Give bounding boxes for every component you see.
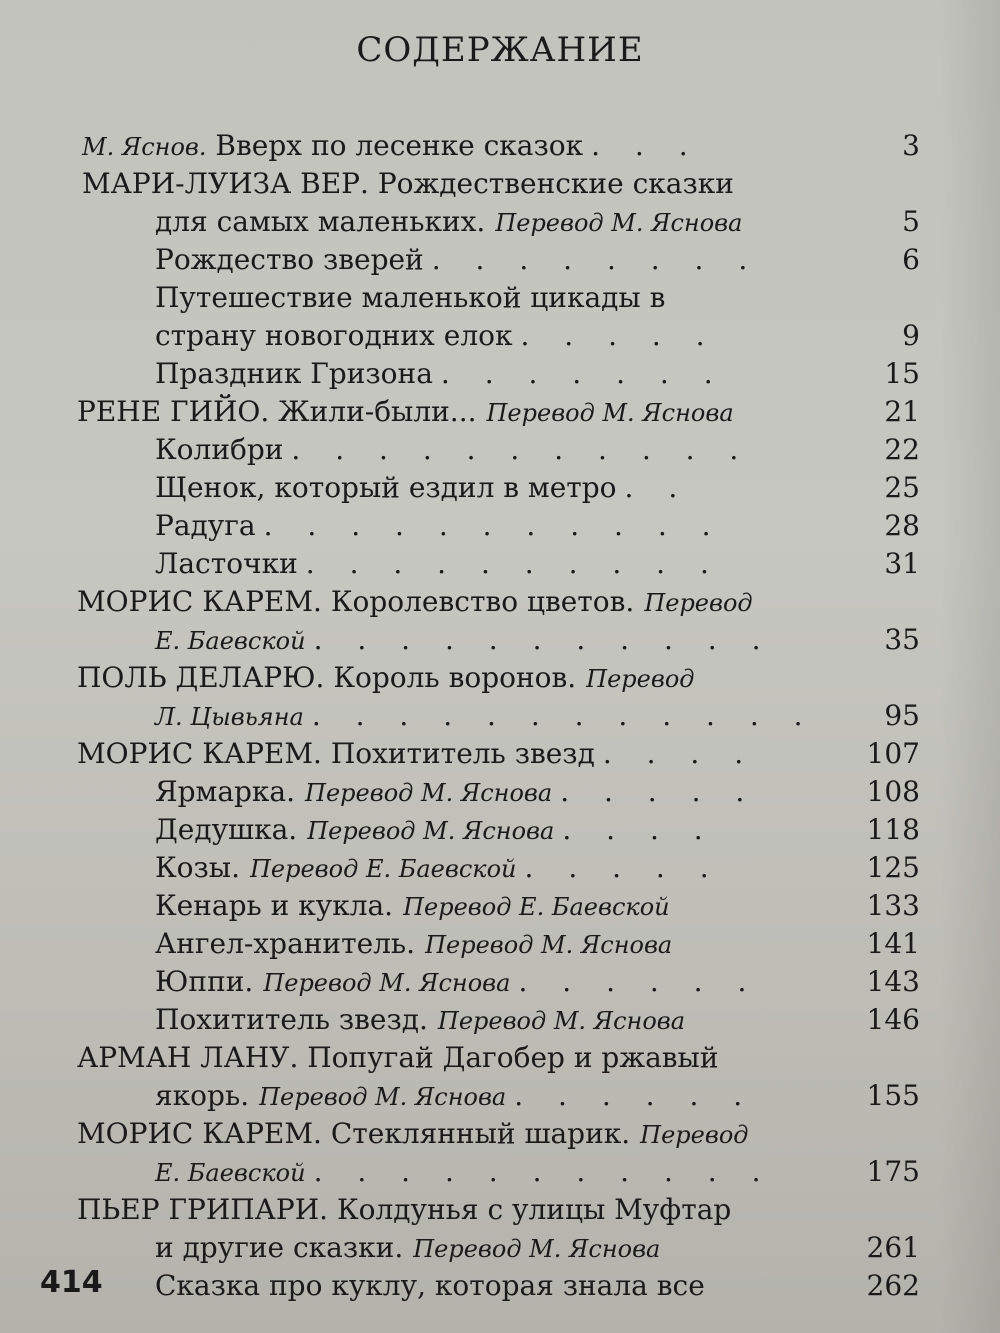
toc-entry-title: Дедушка.: [155, 813, 298, 846]
toc-entry: [155, 355, 726, 393]
toc-entry-title: МОРИС КАРЕМ. Похититель звезд: [77, 737, 595, 770]
toc-entry-translator: Перевод: [644, 589, 753, 617]
toc-entry-translator: Перевод: [640, 1121, 749, 1149]
toc-entry: [155, 621, 774, 659]
toc-page-number: 3: [902, 129, 920, 162]
toc-entry: [77, 1039, 718, 1077]
toc-page-number: 125: [866, 851, 920, 884]
toc-entry: [155, 279, 665, 317]
toc-entry-title: Юппи.: [155, 965, 254, 998]
toc-page-number: 95: [884, 699, 920, 732]
toc-entry-title: Путешествие маленькой цикады в: [155, 281, 666, 314]
toc-entry: [155, 849, 722, 887]
toc-entry: [155, 1229, 660, 1267]
toc-entry: [77, 735, 756, 773]
toc-entry: [77, 583, 753, 621]
toc-entry: [155, 773, 757, 811]
toc-page-number: 22: [884, 433, 920, 466]
toc-entry-translator: Перевод Е. Баевской: [403, 893, 670, 921]
toc-dot-leader: . .: [624, 471, 691, 504]
toc-page-number: 6: [902, 243, 920, 276]
toc-entry: [77, 393, 734, 431]
toc-dot-leader: . . . . . . . . . . .: [313, 623, 774, 656]
toc-page-number: 175: [866, 1155, 920, 1188]
toc-entry-translator: Перевод М. Яснова: [307, 817, 555, 845]
toc-page-number: 143: [866, 965, 920, 998]
toc-entry-translator: Перевод М. Яснова: [305, 779, 553, 807]
toc-page-number: 28: [884, 509, 920, 542]
toc-entry-title: Ангел-хранитель.: [155, 927, 416, 960]
page-number: 414: [40, 1265, 103, 1300]
toc-entry: [155, 1001, 685, 1039]
toc-entry: [77, 659, 695, 697]
toc-entry: [155, 1077, 755, 1115]
toc-entry: [155, 241, 760, 279]
toc-dot-leader: . . . . . . . . . .: [305, 547, 722, 580]
toc-entry-translator: Е. Баевской: [155, 627, 306, 655]
toc-dot-leader: . . . . .: [524, 851, 722, 884]
toc-entry-title: МАРИ-ЛУИЗА ВЕР. Рождественские сказки: [82, 167, 734, 200]
toc-entry-title: Рождество зверей: [155, 243, 424, 276]
toc-entry-title: Ярмарка.: [155, 775, 296, 808]
toc-page-number: 261: [866, 1231, 920, 1264]
toc-entry: [155, 507, 724, 545]
toc-dot-leader: . . . . . . .: [440, 357, 726, 390]
toc-entry-translator: Перевод М. Яснова: [259, 1083, 507, 1111]
toc-entry-title: Сказка про куклу, которая знала все: [155, 1269, 705, 1302]
toc-entry-title: для самых маленьких.: [155, 205, 486, 238]
page-title: СОДЕРЖАНИЕ: [356, 30, 644, 70]
toc-dot-leader: . . . . . . . . . . .: [313, 1155, 774, 1188]
toc-entry-title: Щенок, который ездил в метро: [155, 471, 617, 504]
toc-entry-title: МОРИС КАРЕМ. Королевство цветов.: [77, 585, 635, 618]
toc-entry-title: МОРИС КАРЕМ. Стеклянный шарик.: [77, 1117, 631, 1150]
toc-entry-title: Колибри: [155, 433, 284, 466]
toc-entry-title: Праздник Гризона: [155, 357, 433, 390]
toc-page-number: 25: [884, 471, 920, 504]
toc-page-number: 155: [866, 1079, 920, 1112]
toc-page-number: 15: [884, 357, 920, 390]
toc-dot-leader: . . . . .: [560, 775, 758, 808]
toc-entry-title: ПОЛЬ ДЕЛАРЮ. Король воронов.: [77, 661, 577, 694]
toc-entry-title: страну новогодних елок: [155, 319, 513, 352]
toc-entry-title: Похититель звезд.: [155, 1003, 428, 1036]
toc-entry-title: и другие сказки.: [155, 1231, 404, 1264]
toc-dot-leader: . . . . . .: [514, 1079, 756, 1112]
toc-entry: [155, 887, 670, 925]
toc-page-number: 35: [884, 623, 920, 656]
toc-dot-leader: . . . . . . . . . . .: [263, 509, 724, 542]
toc-entry: [155, 963, 759, 1001]
toc-page-number: 9: [902, 319, 920, 352]
toc-page-number: 5: [902, 205, 920, 238]
toc-entry-title: якорь.: [155, 1079, 250, 1112]
toc-entry-translator: Перевод М. Яснова: [425, 931, 673, 959]
toc-entry-title: РЕНЕ ГИЙО. Жили-были...: [77, 395, 477, 428]
toc-entry: [155, 431, 751, 469]
toc-entry: [155, 811, 716, 849]
toc-dot-leader: . . . . . . . .: [431, 243, 761, 276]
toc-entry: [155, 1153, 774, 1191]
toc-entry: [155, 925, 672, 963]
toc-entry-title: АРМАН ЛАНУ. Попугай Дагобер и ржавый: [77, 1041, 719, 1074]
toc-dot-leader: . . . . . . . . . . .: [291, 433, 752, 466]
toc-dot-leader: . . . . .: [520, 319, 718, 352]
toc-entry: [82, 165, 734, 203]
toc-entry-translator: Перевод М. Яснова: [263, 969, 511, 997]
toc-entry-translator: Перевод Е. Баевской: [249, 855, 517, 883]
toc-entry-translator: М. Яснов.: [82, 133, 207, 161]
toc-entry: [155, 1267, 705, 1305]
toc-page-number: 262: [866, 1269, 920, 1302]
toc-entry-title: Ласточки: [155, 547, 298, 580]
toc-entry: [155, 469, 690, 507]
toc-entry: [82, 127, 701, 165]
toc-page-number: 107: [866, 737, 920, 770]
toc-entry-title: Кенарь и кукла.: [155, 889, 394, 922]
toc-entry-title-continued: Вверх по лесенке сказок: [206, 129, 584, 162]
toc-entry-translator: Перевод М. Яснова: [437, 1007, 686, 1035]
toc-entry-translator: Л. Цывьяна: [155, 703, 304, 731]
toc-entry-translator: Е. Баевской: [155, 1159, 306, 1187]
toc-entry-title: ПЬЕР ГРИПАРИ. Колдунья с улицы Муфтар: [77, 1193, 732, 1226]
toc-page-number: 146: [866, 1003, 920, 1036]
toc-page-number: 133: [866, 889, 920, 922]
toc-page-number: 141: [866, 927, 920, 960]
toc-entry: [155, 545, 722, 583]
toc-dot-leader: . . . . . .: [518, 965, 760, 998]
toc-entry-translator: Перевод: [586, 665, 695, 693]
toc-entry-translator: Перевод М. Яснова: [495, 209, 743, 237]
toc-dot-leader: . . . .: [602, 737, 757, 770]
toc-entry: [77, 1115, 748, 1153]
toc-dot-leader: . . . . . . . . . . . .: [311, 699, 816, 732]
toc-dot-leader: . . . .: [562, 813, 716, 846]
toc-entry: [155, 697, 816, 735]
toc-entry-title: Радуга: [155, 509, 256, 542]
toc-entry-translator: Перевод М. Яснова: [413, 1235, 661, 1263]
toc-page-number: 108: [866, 775, 920, 808]
toc-page-number: 21: [884, 395, 920, 428]
toc-entry-translator: Перевод М. Яснова: [486, 399, 734, 427]
toc-entry: [155, 317, 718, 355]
toc-page-number: 118: [866, 813, 920, 846]
toc-dot-leader: . . .: [591, 129, 701, 162]
toc-entry-title: Козы.: [155, 851, 240, 884]
toc-entry: [155, 203, 742, 241]
toc-page-number: 31: [884, 547, 920, 580]
toc-entry: [77, 1191, 731, 1229]
